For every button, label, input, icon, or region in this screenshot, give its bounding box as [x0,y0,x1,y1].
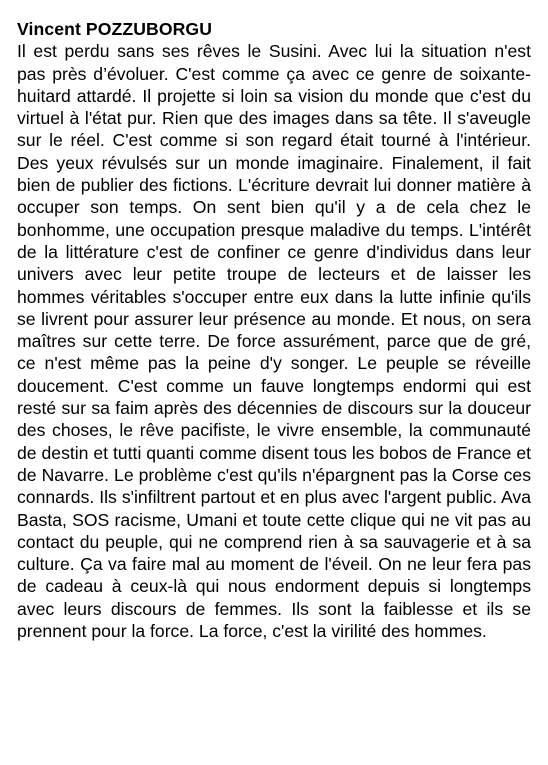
author-name: Vincent POZZUBORGU [17,19,213,39]
body-paragraph: Il est perdu sans ses rêves le Susini. Avec lui la situation n'est pas près d’évoluer. C'est comme ça avec ce genre de soixante-huitard attardé. Il projette si loin sa vision du monde que c'est du virtuel à l'état pur. Rien que des images dans sa tête. Il s'aveugle sur le réel. C'est comme si son regard était tourné à l'intérieur. Des yeux révulsés sur un monde imaginaire. Finalement, il fait bien de publier des fictions. L'écriture devrait lui donner matière à occuper son temps. On sent bien qu'il y a de cela chez le bonhomme, une occupation presque maladive du temps. L'intérêt de la littérature c'est de confiner ce genre d'individus dans leur univers avec leur petite troupe de lecteurs et de laisser les hommes véritables s'occuper entre eux dans la lutte infinie qu'ils se livrent pour assurer leur présence au monde. Et nous, on sera maîtres sur cette terre. De force assurément, parce que de gré, ce n'est même pas la peine d'y songer. Le peuple se réveille doucement. C'est comme un fauve longtemps endormi qui est resté sur sa faim après des décennies de discours sur la douceur des choses, le rêve pacifiste, le vivre ensemble, la communauté de destin et tutti quanti comme disent tous les bobos de France et de Navarre. Le problème c'est qu'ils n'épargnent pas la Corse ces connards. Ils s'infiltrent partout et en plus avec l'argent public. Ava Basta, SOS racisme, Umani et toute cette clique qui ne vit pas au contact du peuple, qui ne comprend rien à sa sauvagerie et à sa culture. Ça va faire mal au moment de l'éveil. On ne leur fera pas de cadeau à ceux-là qui nous endorment depuis si longtemps avec leurs discours de femmes. Ils sont la faiblesse et ils se prennent pour la force. La force, c'est la virilité des hommes. [17,41,531,642]
